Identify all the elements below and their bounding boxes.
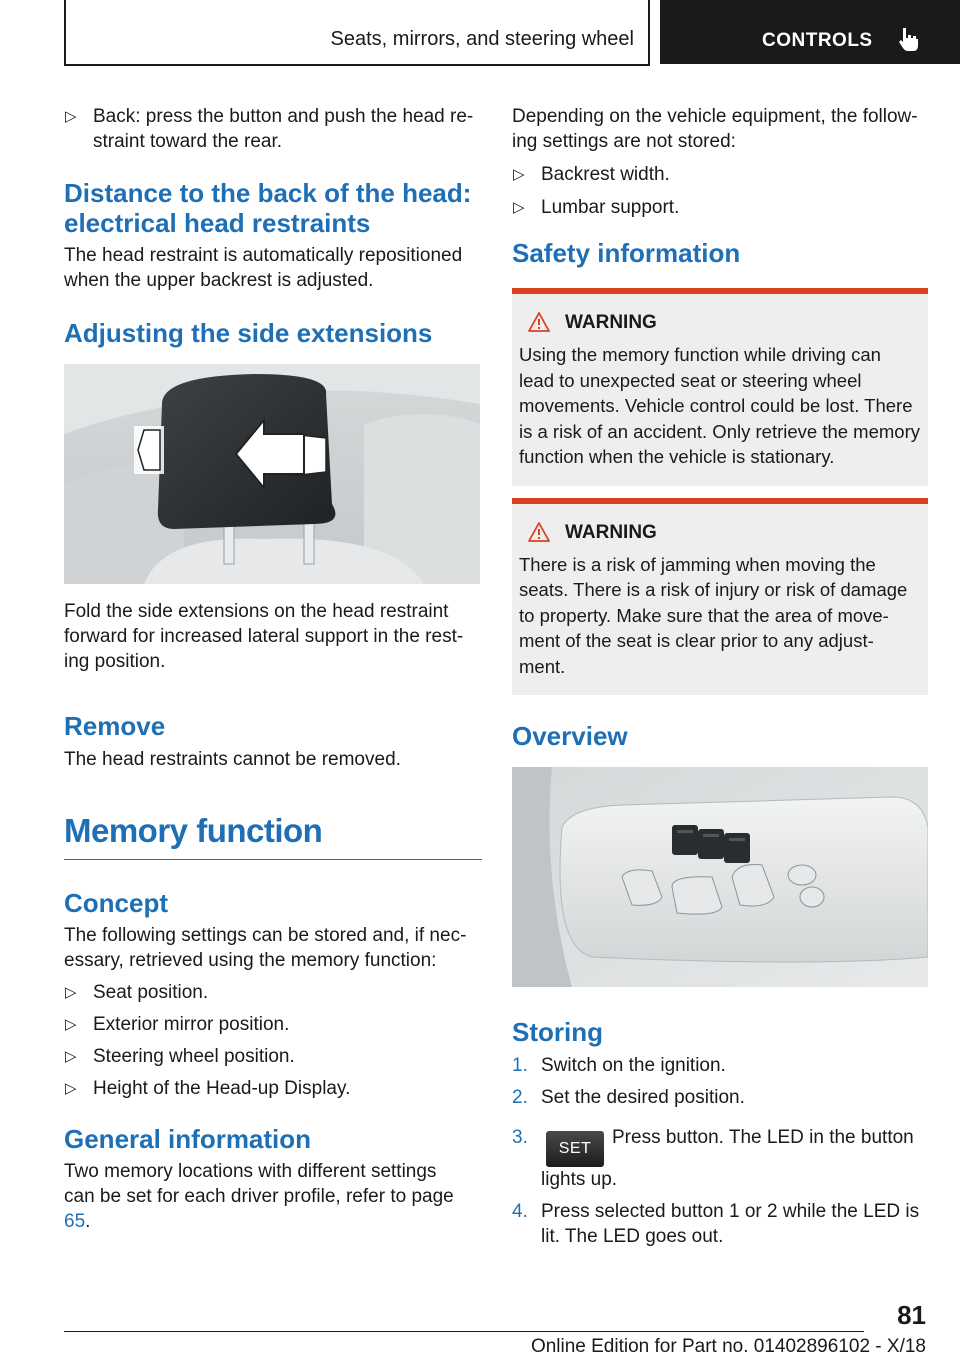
seat-controls-illustration: [512, 767, 928, 987]
list-item-text: Height of the Head-up Display.: [93, 1078, 351, 1099]
list-item: [512, 162, 928, 187]
step-item: [512, 1125, 928, 1192]
step-item: [512, 1053, 928, 1078]
step-number: 3.: [512, 1127, 528, 1148]
step-text: Set the desired position.: [541, 1087, 745, 1108]
warning-header: [519, 312, 920, 336]
triangle-bullet-icon: ▷: [65, 1048, 77, 1065]
triangle-bullet-icon: ▷: [513, 199, 525, 216]
paragraph-distance: The head restraint is automatically repositioned when the upper backrest is adjusted.: [64, 245, 463, 291]
warning-text: Using the memory function while driving can lead to unexpected seat or steering wheel movements. Vehicle control could be lost. There is a risk of an accident. Only retrieve the memory function when the vehicle is stationary.: [519, 344, 920, 467]
list-item-text: Backrest width.: [541, 164, 670, 185]
list-item: [64, 1044, 482, 1069]
not-stored-list: [512, 162, 928, 220]
storing-steps: [512, 1053, 928, 1249]
left-column: [64, 100, 482, 1234]
heading-storing: Storing: [512, 1017, 603, 1047]
warning-box: [512, 498, 928, 696]
heading-safety-information: Safety information: [512, 238, 741, 268]
warning-triangle-icon: [528, 522, 550, 542]
right-column: [512, 100, 928, 1249]
list-item-text: Exterior mirror position.: [93, 1014, 290, 1035]
step-item: [512, 1085, 928, 1110]
step-text: Press selected button 1 or 2 while the LED is lit. The LED goes out.: [541, 1201, 920, 1247]
paragraph-general: Two memory locations with different settings can be set for each driver profile, refer to page 65.: [64, 1161, 454, 1232]
warning-title: WARNING: [565, 521, 657, 543]
header-section-box: [64, 0, 650, 66]
triangle-bullet-icon: ▷: [65, 1016, 77, 1033]
list-item-text: Seat position.: [93, 982, 209, 1003]
heading-rule: [64, 859, 482, 860]
step-number: 1.: [512, 1055, 528, 1076]
bullet-back-text: Back: press the button and push the head re- straint toward the rear.: [93, 106, 474, 152]
concept-list: [64, 980, 482, 1101]
warning-title: WARNING: [565, 312, 657, 333]
header-chapter-label: CONTROLS: [762, 30, 873, 51]
heading-memory-function: Memory function: [64, 812, 323, 849]
step-text: Switch on the ignition.: [541, 1055, 726, 1076]
list-item: [64, 1012, 482, 1037]
warning-triangle-icon: [528, 312, 550, 332]
step-item: [512, 1199, 928, 1249]
page-header: [0, 0, 960, 66]
list-item-text: Steering wheel position.: [93, 1046, 295, 1067]
triangle-bullet-icon: ▷: [65, 984, 77, 1001]
list-item: [512, 195, 928, 220]
seat-controls-figure: [512, 767, 928, 987]
paragraph-depending: Depending on the vehicle equipment, the follow- ing settings are not stored:: [512, 106, 918, 152]
list-item: [64, 1076, 482, 1101]
footer-edition: Online Edition for Part no. 01402896102 - X/18: [530, 1336, 926, 1357]
page-reference-link[interactable]: 65: [64, 1211, 86, 1232]
triangle-bullet-icon: ▷: [65, 1080, 77, 1097]
warning-box: [512, 288, 928, 486]
step-number: 4.: [512, 1201, 528, 1222]
heading-distance: Distance to the back of the head: electrical head restraints: [64, 178, 472, 238]
heading-general-information: General information: [64, 1124, 312, 1154]
paragraph-fold: Fold the side extensions on the head restraint forward for increased lateral support in the rest- ing position.: [64, 601, 464, 672]
step-number: 2.: [512, 1087, 528, 1108]
header-section-title: Seats, mirrors, and steering wheel: [330, 28, 634, 50]
triangle-bullet-icon: ▷: [65, 108, 77, 125]
heading-remove: Remove: [64, 711, 166, 741]
triangle-bullet-icon: ▷: [513, 166, 525, 183]
pointing-hand-icon: [898, 26, 920, 52]
page-number: 81: [897, 1300, 926, 1330]
heading-overview: Overview: [512, 721, 628, 751]
paragraph-remove: The head restraints cannot be removed.: [64, 749, 401, 770]
paragraph-general-text: Two memory locations with different settings can be set for each driver profile, refer to page: [64, 1161, 454, 1207]
paragraph-concept: The following settings can be stored and, if nec- essary, retrieved using the memory function:: [64, 925, 467, 971]
footer-rule: [64, 1331, 864, 1332]
header-chapter-tab[interactable]: [660, 0, 960, 64]
warning-header: [519, 522, 920, 546]
warning-text: There is a risk of jamming when moving the seats. There is a risk of injury or risk of damage to property. Make sure that the area of move- ment of the seat is clear prior to any adjust- ment.: [519, 553, 908, 677]
list-item: [64, 104, 482, 154]
heading-concept: Concept: [64, 888, 168, 918]
list-item: [64, 980, 482, 1005]
head-restraint-figure: [64, 364, 480, 584]
head-restraint-illustration: [64, 364, 480, 584]
step-text: Press button. The LED in the button lights up.: [541, 1127, 914, 1190]
list-item-text: Lumbar support.: [541, 197, 680, 218]
heading-side-extensions: Adjusting the side extensions: [64, 318, 433, 348]
set-button-icon: SET: [546, 1131, 604, 1167]
